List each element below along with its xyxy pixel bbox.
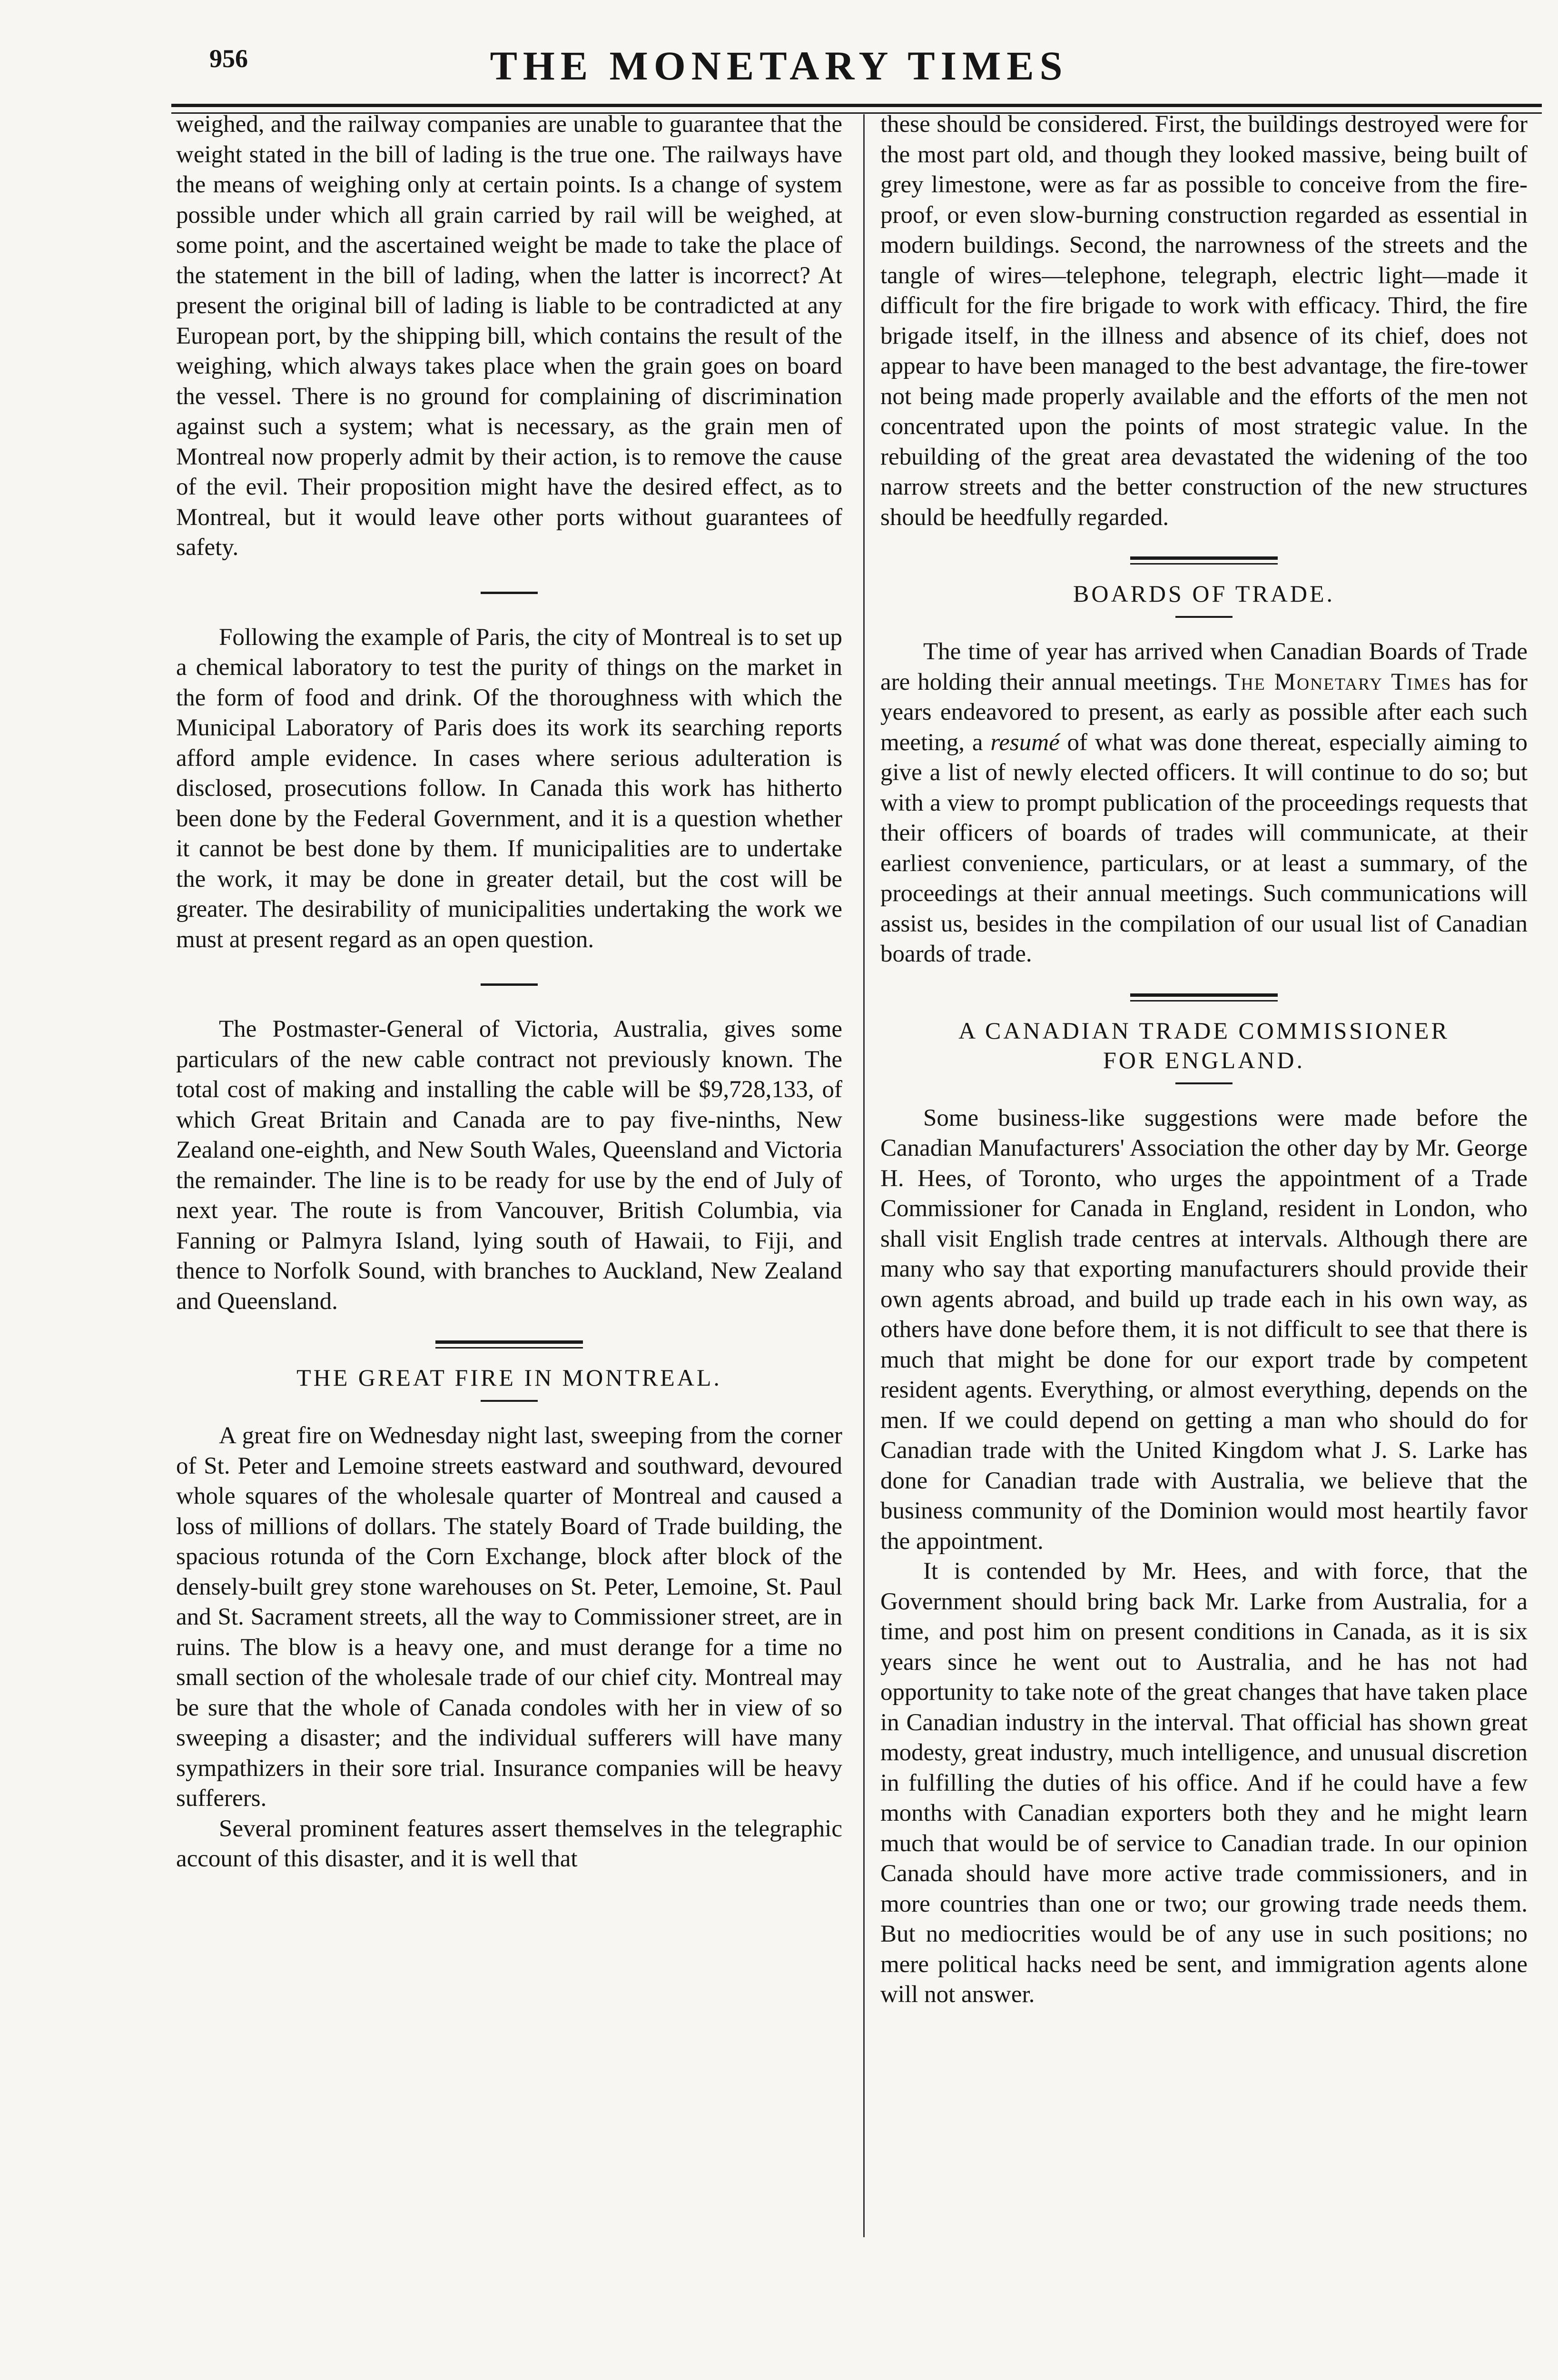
great-fire-paragraph: A great fire on Wednesday night last, sweeping from the corner of St. Peter and Lemoine streets eastward and southward, devoured whole squares of the wholesale quarter of Montreal and caused a loss of millions of dollars. The stately Board of Trade building, the spacious rotunda of the Corn Exchange, block after block of the densely-built grey stone warehouses on St. Peter, Lemoine, St. Paul and St. Sacrament streets, all the way to Commissioner street, are in ruins. The blow is a heavy one, and must derange for a time no small section of the wholesale trade of our chief city. Montreal may be sure that the whole of Canada condoles with her in view of so sweeping a disaster; and the individual sufferers will have many sympathizers in their sore trial. Insurance companies will be heavy sufferers. bbox=[176, 1422, 842, 1812]
heading-rule bbox=[1175, 616, 1233, 618]
fire-features-paragraph: these should be considered. First, the buildings destroyed were for the most part old, and though they looked massive, being built of grey limestone, were as far as possible to conceive from the fire-proof, or even slow-burning construction regarded as essential in modern buildings. Second, the narrowness of the streets and the tangle of wires—telephone, telegraph, electric light—made it difficult for the fire brigade to work with efficacy. Third, the fire brigade itself, in the illness and absence of its chief, does not appear to have been managed to the best advantage, the fire-tower not being made properly available and the efforts of the men not concentrated upon the points of most strategic value. In the rebuilding of the great area devastated the widening of the too narrow streets and the better construction of the new structures should be heedfully regarded. bbox=[880, 111, 1528, 531]
cable-contract-paragraph: The Postmaster-General of Victoria, Australia, gives some particulars of the new cable contract not previously known. The total cost of making and installing the cable will be $9,728,133, of which Great Britain and Canada are to pay five-ninths, New Zealand one-eighth, and New South Wales, Queensland and Victoria the remainder. The line is to be ready for use by the end of July of next year. The route is from Vancouver, British Columbia, via Fanning or Palmyra Island, lying south of Hawaii, to Fiji, and thence to Norfolk Sound, with branches to Auckland, New Zealand and Queensland. bbox=[176, 1016, 842, 1315]
heading-rule bbox=[481, 1400, 538, 1402]
trade-commissioner-heading: A CANADIAN TRADE COMMISSIONER bbox=[958, 1017, 1450, 1044]
trade-commissioner-paragraph: Some business-like suggestions were made before the Canadian Manufacturers' Association the other day by Mr. George H. Hees, of Toronto, who urges the appointment of a Trade Commissioner for Canada in England, resident in London, who shall visit English trade centres at intervals. Although there are many who say that exporting manufacturers should provide their own agents abroad, and build up trade each in his own way, as others have done before them, it is not difficult to see that there is much that might be done for our export trade by competent resident agents. Everything, or almost everything, depends on the men. If we could depend on getting a man who should do for Canadian trade with the United Kingdom what J. S. Larke has done for Canadian trade with Australia, we believe that the business community of the Dominion would most heartily favor the appointment. bbox=[880, 1104, 1528, 1555]
boards-of-trade-heading: BOARDS OF TRADE. bbox=[1073, 580, 1335, 607]
publication-name: The Monetary Times bbox=[1225, 668, 1452, 695]
column-divider bbox=[863, 114, 865, 2237]
resume-word: resumé bbox=[990, 729, 1060, 756]
trade-commissioner-heading-line2: FOR ENGLAND. bbox=[1103, 1046, 1305, 1073]
masthead: THE MONETARY TIMES bbox=[490, 43, 1068, 89]
left-column bbox=[176, 109, 842, 1874]
article-double-rule bbox=[435, 1340, 583, 1349]
right-column bbox=[880, 109, 1528, 2010]
article-double-rule bbox=[1130, 993, 1278, 1002]
boards-of-trade-paragraph: The time of year has arrived when Canadian Boards of Trade are holding their annual meetings. The Monetary Times has for years endeavored to present, as early as possible after each such meeting, a resumé of what was done thereat, especially aiming to give a list of newly elected officers. It will continue to do so; but with a view to prompt publication of the proceedings requests that their officers of boards of trades will communicate, at their earliest convenience, particulars, or at least a summary, of the proceedings at their annual meetings. Such communications will assist us, besides in the compilation of our usual list of Canadian boards of trade. bbox=[880, 638, 1528, 967]
heading-rule bbox=[1175, 1082, 1233, 1084]
great-fire-heading: THE GREAT FIRE IN MONTREAL. bbox=[296, 1364, 722, 1391]
features-paragraph: Several prominent features assert themselves in the telegraphic account of this disaster, and it is well that bbox=[176, 1815, 842, 1872]
article-double-rule bbox=[1130, 556, 1278, 565]
grain-weighing-paragraph: weighed, and the railway companies are unable to guarantee that the weight stated in the bill of lading is the true one. The railways have the means of weighing only at certain points. Is a change of system possible under which all grain carried by rail will be weighed, at some point, and the ascertained weight be made to take the place of the statement in the bill of lading, when the latter is incorrect? At present the original bill of lading is liable to be contradicted at any European port, by the shipping bill, which contains the result of the weighing, which always takes place when the grain goes on board the vessel. There is no ground for complaining of discrimination against such a system; what is necessary, as the grain men of Montreal now properly admit by their action, is to remove the cause of the evil. Their proposition might have the desired effect, as to Montreal, but it would leave other ports without guarantees of safety. bbox=[176, 111, 842, 561]
header-rule bbox=[171, 104, 1542, 107]
chemical-laboratory-paragraph: Following the example of Paris, the city of Montreal is to set up a chemical laboratory to test the purity of things on the market in the form of food and drink. Of the thoroughness with which the Municipal Laboratory of Paris does its work its searching reports afford ample evidence. In cases where serious adulteration is disclosed, prosecutions follow. In Canada this work has hitherto been done by the Federal Government, and it is a question whether it cannot be best done by them. If municipalities are to undertake the work, it may be done in greater detail, but the cost will be greater. The desirability of municipalities undertaking the work we must at present regard as an open question. bbox=[176, 624, 842, 953]
page-number: 956 bbox=[209, 44, 248, 73]
larke-paragraph: It is contended by Mr. Hees, and with force, that the Government should bring back Mr. Larke from Australia, for a time, and post him on present conditions in Canada, as it is six years since he went out to Australia, and he has not had opportunity to take note of the great changes that have taken place in Canadian industry in the interval. That official has shown great modesty, great industry, much intelligence, and unusual discretion in fulfilling the duties of his office. And if he could have a few months with Canadian exporters both they and he might learn much that would be of service to Canadian trade. In our opinion Canada should have more active trade commissioners, and in more countries than one or two; our growing trade needs them. But no mediocrities would be of any use in such positions; no mere political hacks need be sent, and immigration agents alone will not answer. bbox=[880, 1558, 1528, 2008]
